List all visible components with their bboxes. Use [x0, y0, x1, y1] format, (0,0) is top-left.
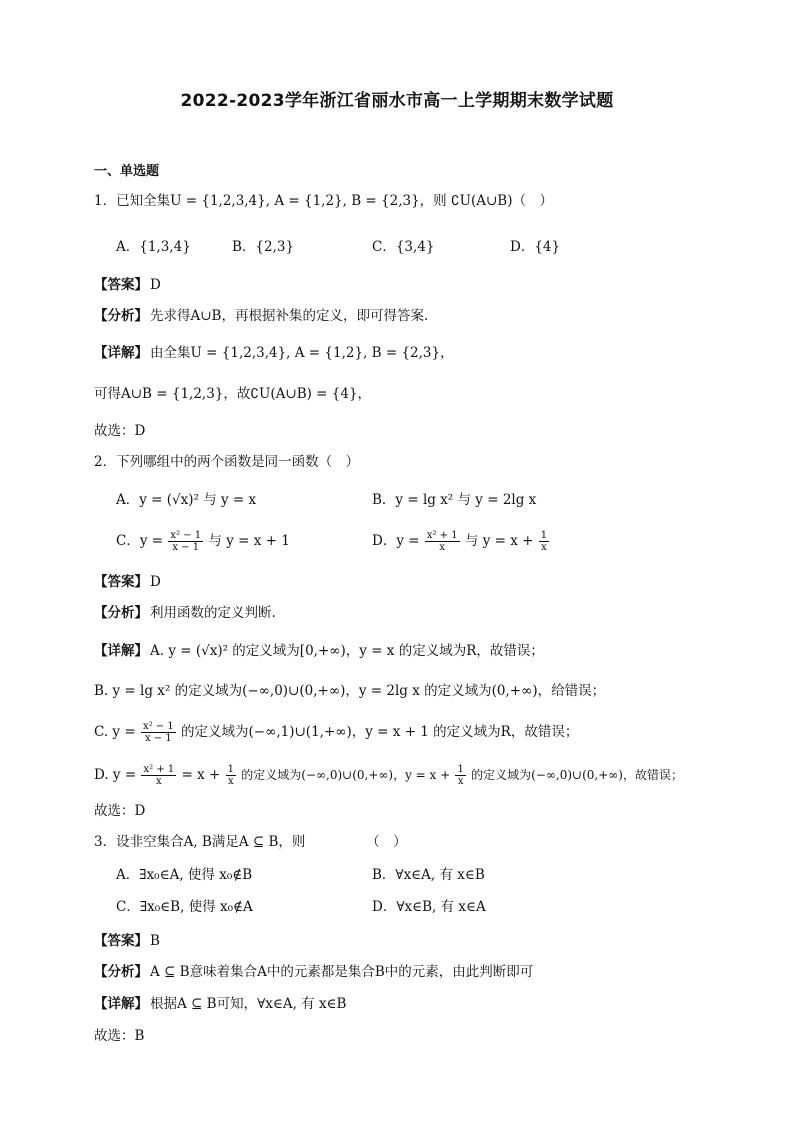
- fraction-denominator: x − 1: [144, 733, 172, 744]
- q2-option-b: B．y = lg x² 与 y = 2lg x: [372, 492, 537, 508]
- fraction-denominator: x: [457, 776, 464, 787]
- q2-analysis: [94, 603, 276, 623]
- q1-stem: 1．已知全集U = {1,2,3,4}, A = {1,2}, B = {2,3}，则 ∁U(A∪B)（ ）: [94, 193, 553, 209]
- q2-detail-d-prefix: D. y =: [94, 767, 137, 783]
- q1-analysis: [94, 306, 428, 326]
- q2-detail-b: B. y = lg x² 的定义域为(−∞,0)∪(0,+∞)，y = 2lg x 的定义域为(0,+∞)，给错误；: [94, 683, 606, 699]
- q1-option-a: A．{1,3,4}: [116, 239, 191, 255]
- fraction-denominator: x: [156, 776, 162, 787]
- q3-detail: [94, 994, 346, 1014]
- q2-option-c-prefix: C．y =: [116, 533, 164, 549]
- q2-detail-d-fraction: [141, 764, 176, 787]
- q1-option-d: D．{4}: [510, 239, 561, 255]
- q2-detail-d-middle: = x +: [181, 767, 221, 783]
- q3-analysis-text: A ⊆ B意味着集合A中的元素都是集合B中的元素，由此判断即可: [150, 964, 534, 980]
- section-heading: 一、单选题: [94, 164, 160, 179]
- q2-option-c-suffix: 与 y = x + 1: [208, 533, 290, 549]
- q2-detail-d-fraction-3: [455, 764, 465, 787]
- q3-conclusion: 故选：B: [94, 1028, 145, 1044]
- q2-detail-d-fraction-2: [226, 764, 236, 787]
- q1-detail: [94, 343, 454, 363]
- q3-answer-value: B: [150, 933, 160, 949]
- q2-detail-d-middle-2: 的定义域为(−∞,0)∪(0,+∞)，y = x +: [241, 768, 451, 782]
- q2-detail-c-prefix: C. y =: [94, 724, 136, 740]
- q2-detail-d: [94, 764, 683, 787]
- q2-option-d-fraction: [425, 530, 460, 553]
- q2-detail-c: [94, 721, 578, 744]
- q2-option-c-fraction: [168, 530, 203, 553]
- q3-detail-text: 根据A ⊆ B可知，∀x∈A, 有 x∈B: [150, 996, 347, 1012]
- fraction-numerator: x² + 1: [426, 530, 458, 541]
- q2-stem: 2．下列哪组中的两个函数是同一函数（ ）: [94, 454, 360, 470]
- analysis-label: 【分析】: [94, 308, 148, 324]
- q3-option-a: A．∃x₀∈A, 使得 x₀∉B: [116, 867, 253, 883]
- q1-conclusion: 故选：D: [94, 423, 146, 439]
- answer-label: 【答案】: [94, 574, 148, 590]
- q2-answer: [94, 572, 161, 592]
- answer-label: 【答案】: [94, 277, 148, 293]
- q1-option-b: B．{2,3}: [232, 239, 295, 255]
- fraction-denominator: x − 1: [172, 542, 200, 553]
- q3-stem: 3．设非空集合A, B满足A ⊆ B，则 （ ）: [94, 834, 407, 850]
- answer-label: 【答案】: [94, 933, 148, 949]
- q1-option-c: C．{3,4}: [372, 239, 435, 255]
- analysis-label: 【分析】: [94, 605, 148, 621]
- analysis-label: 【分析】: [94, 964, 148, 980]
- q2-option-a: A．y = (√x)² 与 y = x: [116, 492, 257, 508]
- q3-answer: [94, 931, 160, 951]
- q1-answer: [94, 275, 161, 295]
- detail-label: 【详解】: [94, 345, 148, 361]
- fraction-numerator: 1: [540, 530, 548, 541]
- q1-answer-value: D: [150, 277, 161, 293]
- q2-conclusion: 故选：D: [94, 803, 146, 819]
- q1-analysis-text: 先求得A∪B，再根据补集的定义，即可得答案.: [150, 308, 429, 324]
- q3-option-b: B．∀x∈A, 有 x∈B: [372, 867, 485, 883]
- q3-option-c: C．∃x₀∈B, 使得 x₀∉A: [116, 899, 253, 915]
- q2-option-d-fraction-2: [539, 530, 549, 553]
- fraction-numerator: x² − 1: [142, 721, 174, 732]
- q2-answer-value: D: [150, 574, 161, 590]
- fraction-numerator: 1: [227, 764, 234, 775]
- detail-label: 【详解】: [94, 643, 148, 659]
- fraction-denominator: x: [439, 542, 446, 553]
- q2-option-d-middle: 与 y = x +: [464, 533, 534, 549]
- q2-detail-a: A. y = (√x)² 的定义域为[0,+∞)，y = x 的定义域为R，故错误；: [150, 643, 544, 659]
- q2-detail-c-suffix: 的定义域为(−∞,1)∪(1,+∞)，y = x + 1 的定义域为R，故错误；: [181, 724, 579, 740]
- q2-option-d: [372, 530, 550, 553]
- q2-analysis-text: 利用函数的定义判断.: [150, 605, 276, 621]
- q3-analysis: [94, 962, 533, 982]
- q3-option-d: D．∀x∈B, 有 x∈A: [372, 899, 486, 915]
- fraction-numerator: x² − 1: [170, 530, 202, 541]
- fraction-numerator: 1: [457, 764, 464, 775]
- q2-option-d-prefix: D．y =: [372, 533, 420, 549]
- q2-detail-d-suffix: 的定义域为(−∞,0)∪(0,+∞)，故错误；: [471, 768, 683, 782]
- q2-detail-c-fraction: [141, 721, 176, 744]
- document-title: 2022-2023学年浙江省丽水市高一上学期期末数学试题: [180, 91, 614, 111]
- fraction-numerator: x² + 1: [143, 764, 175, 775]
- fraction-denominator: x: [541, 542, 547, 553]
- q2-option-c: [116, 530, 290, 553]
- q2-detail: [94, 641, 544, 661]
- q1-detail-text: 由全集U = {1,2,3,4}, A = {1,2}, B = {2,3}，: [150, 345, 454, 361]
- q1-detail-2: 可得A∪B = {1,2,3}，故∁U(A∪B) = {4}，: [94, 386, 372, 402]
- detail-label: 【详解】: [94, 996, 148, 1012]
- fraction-denominator: x: [227, 776, 234, 787]
